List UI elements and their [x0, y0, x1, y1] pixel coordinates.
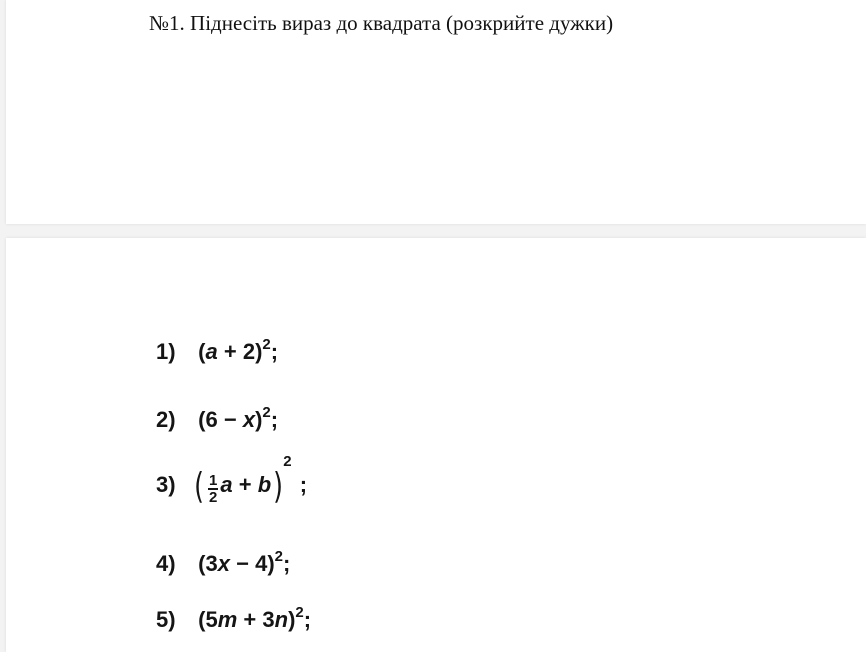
exercise-number: 4)	[156, 551, 176, 576]
variable: a	[220, 472, 233, 497]
close-paren: )	[288, 607, 296, 632]
exponent: 2	[283, 453, 292, 470]
exercise-number: 5)	[156, 607, 176, 632]
semicolon: ;	[282, 551, 291, 576]
open-paren: (	[198, 407, 206, 432]
semicolon: ;	[299, 472, 308, 497]
open-paren: (	[198, 551, 206, 576]
exercise-number: 1)	[156, 339, 176, 364]
semicolon: ;	[303, 607, 312, 632]
exercise-5	[156, 604, 311, 633]
term: 2	[242, 339, 256, 364]
variable: m	[217, 607, 238, 632]
semicolon: ;	[270, 339, 279, 364]
variable: x	[217, 551, 230, 576]
term: 4	[255, 551, 268, 576]
exercise-3	[156, 453, 308, 507]
exercise-4	[156, 548, 290, 577]
bottom-page	[6, 238, 866, 652]
operator: +	[238, 472, 252, 497]
variable: n	[274, 607, 289, 632]
exercise-2	[156, 404, 278, 433]
variable: a	[205, 339, 218, 364]
operator: −	[223, 407, 237, 432]
coefficient: 3	[205, 551, 218, 576]
coefficient: 3	[262, 607, 275, 632]
open-paren: (	[194, 466, 204, 507]
close-paren: )	[255, 407, 263, 432]
semicolon: ;	[270, 407, 279, 432]
operator: −	[236, 551, 249, 576]
exponent: 2	[262, 336, 271, 353]
operator: +	[243, 607, 257, 632]
exponent: 2	[295, 604, 304, 621]
variable: x	[242, 407, 256, 432]
exponent: 2	[274, 548, 283, 565]
top-page	[6, 0, 866, 224]
open-paren: (	[198, 339, 206, 364]
close-paren: )	[267, 551, 275, 576]
variable: b	[257, 472, 272, 497]
close-paren: )	[255, 339, 263, 364]
exercise-number: 2)	[156, 407, 176, 432]
exercise-1	[156, 336, 278, 365]
open-paren: (	[198, 607, 206, 632]
fraction-numerator: 1	[209, 472, 218, 489]
close-paren: )	[273, 466, 284, 507]
exponent: 2	[262, 404, 271, 421]
fraction-denominator: 2	[209, 489, 218, 506]
task-title: №1. Піднесіть вираз до квадрата (розкрийте дужки)	[149, 11, 614, 35]
coefficient: 5	[205, 607, 218, 632]
operator: +	[223, 339, 237, 364]
exercise-number: 3)	[156, 472, 176, 497]
fraction	[208, 473, 218, 505]
term: 6	[205, 407, 218, 432]
